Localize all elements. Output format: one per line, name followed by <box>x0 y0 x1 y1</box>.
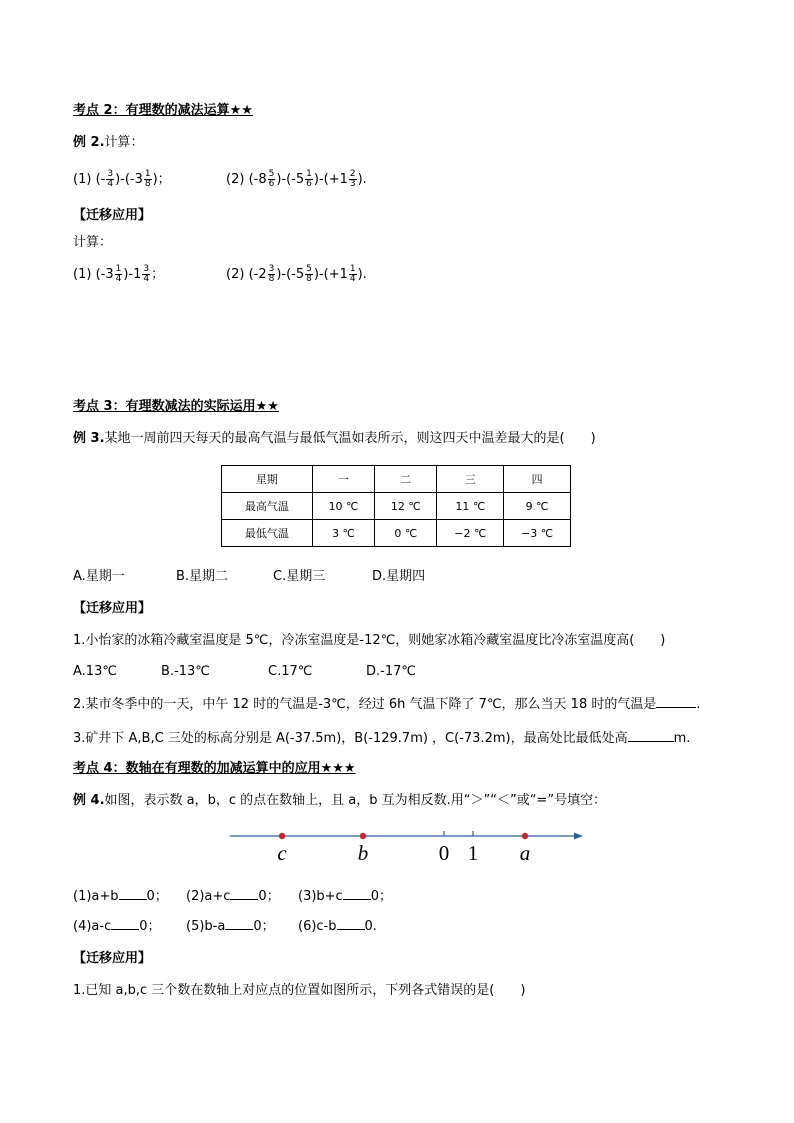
problem-2-2 <box>226 170 367 189</box>
expr-part: (- <box>95 172 106 187</box>
point-b <box>360 833 366 839</box>
example-label: 例 3. <box>73 431 105 446</box>
table-row <box>222 466 571 493</box>
section-heading-4: 考点 4：数轴在有理数的加减运算中的应用★★★ <box>73 761 356 776</box>
practice-3-1-option-c[interactable]: C.17℃ <box>268 664 313 679</box>
option-b[interactable]: B.星期二 <box>176 569 229 584</box>
label-b: b <box>357 841 369 865</box>
expr-part: ). <box>357 172 367 187</box>
point-a <box>522 833 528 839</box>
example-label: 例 2. <box>73 135 105 150</box>
transfer-heading-3: 【迁移应用】 <box>73 601 152 616</box>
expr-part: )-(+1 <box>313 267 348 282</box>
practice-3-1-option-d[interactable]: D.-17℃ <box>366 664 416 679</box>
fraction: $\frac{1}{4}$ <box>349 264 356 284</box>
option-d[interactable]: D.星期四 <box>372 569 426 584</box>
fraction: $\frac{5}{8}$ <box>306 264 312 284</box>
expr-part: (-2 <box>248 267 267 282</box>
fraction: $\frac{5}{6}$ <box>268 169 275 189</box>
expr-part: )-(-5 <box>276 267 305 282</box>
question-end: . <box>696 697 701 712</box>
label-c: c <box>277 841 287 865</box>
fraction: $\frac{1}{8}$ <box>144 169 151 189</box>
expr-part: )-1 <box>123 267 142 282</box>
table-cell: 12 ℃ <box>375 493 437 520</box>
expr-part: )-(-5 <box>276 172 305 187</box>
label-zero: 0 <box>438 841 450 865</box>
expr-part: )； <box>152 172 171 187</box>
fraction: $\frac{1}{6}$ <box>306 169 312 189</box>
table-cell: 9 ℃ <box>504 493 571 520</box>
example-text: 计算： <box>104 135 144 150</box>
practice-3-1-option-b[interactable]: B.-13℃ <box>161 664 210 679</box>
answer-blank[interactable] <box>343 887 371 900</box>
point-c <box>279 833 285 839</box>
answer-blank[interactable] <box>230 887 258 900</box>
expr-part: )-(+1 <box>313 172 348 187</box>
answer-blank[interactable] <box>225 917 253 930</box>
number-line <box>225 822 590 872</box>
question-end: m. <box>673 731 691 746</box>
fill-blank-2: (2)a+c 0； <box>186 889 280 904</box>
fill-blank-1: (1)a+b 0； <box>73 889 168 904</box>
table-cell: 二 <box>375 466 437 493</box>
problem-number: (1) <box>73 172 92 187</box>
expr-part: (-8 <box>248 172 267 187</box>
calc-label: 计算： <box>73 235 113 250</box>
table-cell: 10 ℃ <box>312 493 374 520</box>
problem-number: (2) <box>226 172 245 187</box>
example-text: 某地一周前四天每天的最高气温与最低气温如表所示，则这四天中温差最大的是( ) <box>104 431 596 446</box>
expr-part: )-(-3 <box>115 172 143 187</box>
expr-part: ； <box>151 267 165 282</box>
expr-part: (-3 <box>95 267 114 282</box>
fill-blank-4: (4)a-c 0； <box>73 919 161 934</box>
table-cell: 星期 <box>222 466 313 493</box>
fraction: $\frac{2}{3}$ <box>349 169 356 189</box>
label-a: a <box>519 841 531 865</box>
option-c[interactable]: C.星期三 <box>273 569 326 584</box>
table-cell: 一 <box>312 466 374 493</box>
practice-4-1: 1.已知 a,b,c 三个数在数轴上对应点的位置如图所示，下列各式错误的是( ) <box>73 983 526 998</box>
section-heading-3: 考点 3：有理数减法的实际运用★★ <box>73 399 279 414</box>
fill-blank-5: (5)b-a 0； <box>186 919 275 934</box>
question-text: 2.某市冬季中的一天，中午 12 时的气温是-3℃，经过 6h 气温下降了 7℃，那么当天 18 时的气温是 <box>73 697 657 712</box>
fraction: $\frac{3}{4}$ <box>107 169 114 189</box>
table-cell: −2 ℃ <box>437 520 504 547</box>
table-cell: 0 ℃ <box>375 520 437 547</box>
table-cell: 最高气温 <box>222 493 313 520</box>
fraction: $\frac{3}{8}$ <box>268 264 275 284</box>
table-cell: 最低气温 <box>222 520 313 547</box>
fraction: $\frac{3}{4}$ <box>143 264 150 284</box>
fraction: $\frac{1}{4}$ <box>115 264 122 284</box>
transfer-heading-2: 【迁移应用】 <box>73 208 152 223</box>
question-text: 3.矿井下 A,B,C 三处的标高分别是 A(-37.5m)，B(-129.7m) ，C(-73.2m)，最高处比最低处高 <box>73 731 628 746</box>
practice-3-3 <box>73 729 690 748</box>
option-a[interactable]: A.星期一 <box>73 569 125 584</box>
table-row <box>222 520 571 547</box>
fill-blank-6: (6)c-b 0. <box>298 919 377 934</box>
practice-3-1-option-a[interactable]: A.13℃ <box>73 664 117 679</box>
transfer-heading-4: 【迁移应用】 <box>73 951 152 966</box>
answer-blank[interactable] <box>119 887 147 900</box>
answer-blank[interactable] <box>628 729 674 742</box>
arrow-icon <box>574 833 583 840</box>
section-heading-2: 考点 2：有理数的减法运算★★ <box>73 103 253 118</box>
practice-2-1 <box>73 265 164 284</box>
temperature-table <box>221 465 571 547</box>
practice-3-1: 1.小怡家的冰箱冷藏室温度是 5℃，冷冻室温度是-12℃，则她家冰箱冷藏室温度比冷冻室温度高( ) <box>73 633 666 648</box>
answer-blank[interactable] <box>111 917 139 930</box>
fill-blank-3: (3)b+c 0； <box>298 889 392 904</box>
label-one: 1 <box>467 841 479 865</box>
problem-2-1 <box>73 170 171 189</box>
table-cell: 三 <box>437 466 504 493</box>
example-4 <box>73 792 606 810</box>
table-cell: 11 ℃ <box>437 493 504 520</box>
example-3 <box>73 430 596 448</box>
answer-blank[interactable] <box>656 695 696 708</box>
practice-2-2 <box>226 265 367 284</box>
problem-number: (1) <box>73 267 92 282</box>
example-text: 如图，表示数 a，b，c 的点在数轴上，且 a，b 互为相反数.用“＞”“＜”或“=”号填空： <box>104 793 607 808</box>
table-cell: 四 <box>504 466 571 493</box>
table-row <box>222 493 571 520</box>
example-2 <box>73 134 144 152</box>
table-cell: −3 ℃ <box>504 520 571 547</box>
example-label: 例 4. <box>73 793 105 808</box>
answer-blank[interactable] <box>337 917 365 930</box>
expr-part: ). <box>357 267 367 282</box>
problem-number: (2) <box>226 267 245 282</box>
table-cell: 3 ℃ <box>312 520 374 547</box>
practice-3-2 <box>73 695 701 714</box>
